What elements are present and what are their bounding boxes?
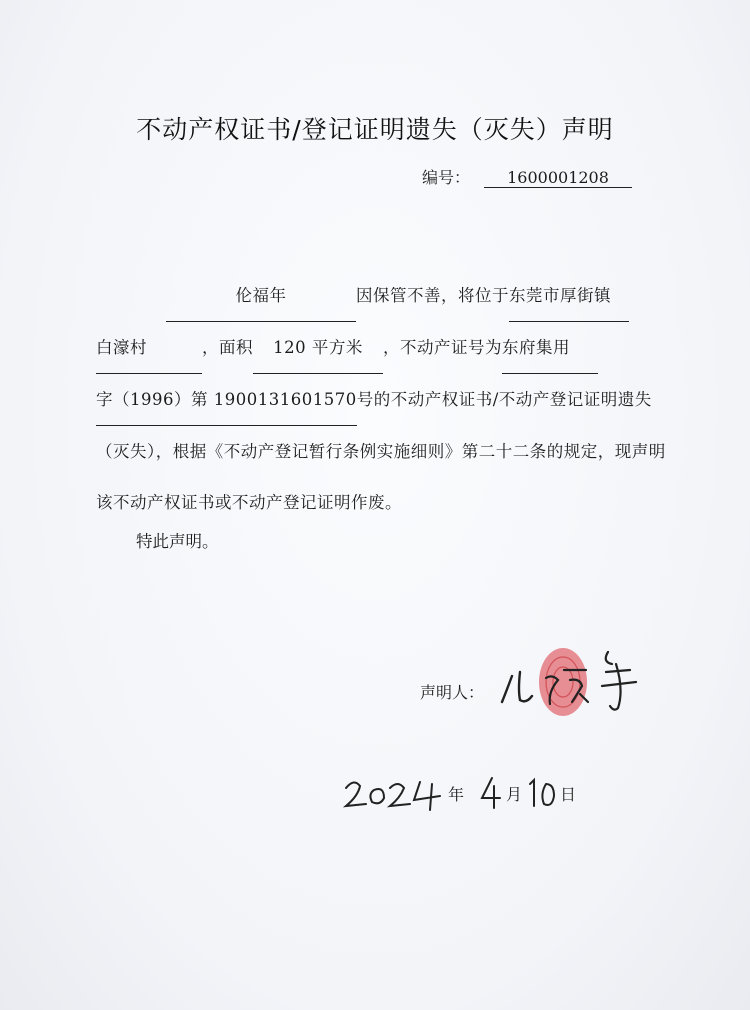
page-title: 不动产权证书/登记证明遗失（灭失）声明 <box>136 115 614 144</box>
address-part-2: 白濠村 <box>96 322 202 374</box>
day-char: 日 <box>560 785 577 804</box>
declaration-body <box>96 270 666 528</box>
signature <box>490 640 660 730</box>
serial-label: 编号： <box>422 168 471 187</box>
area-value: 120 平方米 <box>253 322 383 374</box>
body-text-2: ，面积 <box>202 338 253 357</box>
declarant-label: 声明人： <box>420 683 485 702</box>
month-char: 月 <box>506 785 523 804</box>
serial-number: 1600001208 <box>484 168 632 188</box>
handwritten-day <box>524 774 560 814</box>
body-text-3: ，不动产证号为 <box>383 338 502 357</box>
cert-part-2: 字（1996）第 1900131601570 <box>96 374 357 426</box>
closing-statement: 特此声明。 <box>136 532 219 551</box>
serial-number-row <box>422 165 632 188</box>
year-char: 年 <box>448 785 465 804</box>
cert-part-1: 东府集用 <box>502 322 598 374</box>
handwritten-month <box>478 774 504 814</box>
body-text-4: 号的不动产权证书/不动产登记证明遗失（灭失），根据《不动产登记暂行条例实施细则》第二十二条的规定，现声明该不动产权证书或不动产登记证明作废。 <box>96 390 666 512</box>
signing-date <box>340 770 600 820</box>
owner-name: 伦福年 <box>166 270 356 322</box>
address-part-1: 东莞市厚街镇 <box>509 270 629 322</box>
handwritten-year <box>340 774 450 814</box>
body-text-1: 因保管不善，将位于 <box>356 286 509 305</box>
